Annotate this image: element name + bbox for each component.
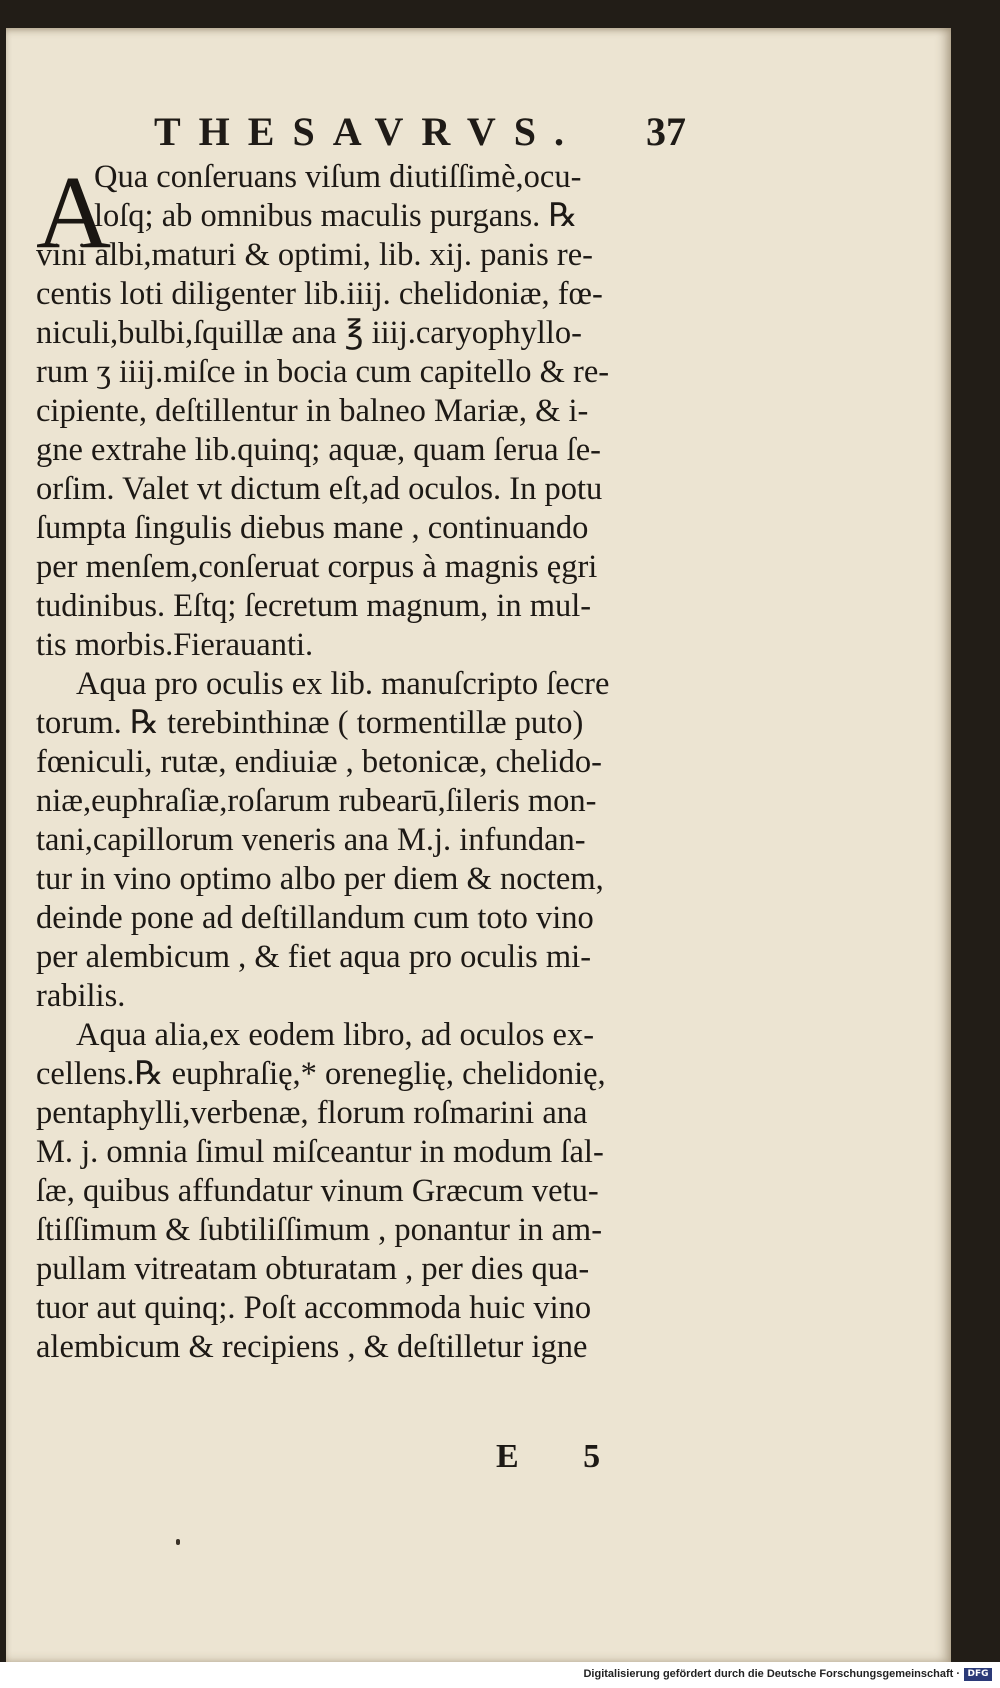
footer-credit: Digitalisierung gefördert durch die Deutsche Forschungsgemeinschaft · [583,1668,960,1680]
text-line: tur in vino optimo albo per diem & noctem, [36,861,604,897]
text-line: centis loti diligenter lib.iiij. chelidoniæ, fœ- [36,276,603,312]
text-line: ſumpta ſingulis diebus mane , continuando [36,510,589,546]
text-line: deinde pone ad deſtillandum cum toto vino [36,900,594,936]
text-line: Aqua pro oculis ex lib. manuſcripto ſecre [76,666,610,702]
text-line: cellens.℞ euphraſię,* oreneglię, chelidonię, [36,1056,606,1092]
text-line: vini albi,maturi & optimi, lib. xij. panis re- [36,237,593,273]
text-line: ſtiſſimum & ſubtiliſſimum , ponantur in am- [36,1212,603,1248]
body-text [36,155,696,1367]
paragraph-3 [36,1016,696,1367]
text-line: niæ,euphraſiæ,roſarum rubearū,ſileris mon- [36,783,597,819]
text-line: torum. ℞ terebinthinæ ( tormentillæ puto) [36,705,584,741]
text-line: ſæ, quibus affundatur vinum Græcum vetu- [36,1173,599,1209]
text-line: fœniculi, rutæ, endiuiæ , betonicæ, chelido- [36,744,602,780]
text-line: tani,capillorum veneris ana M.j. infundan- [36,822,586,858]
text-line: rabilis. [36,978,126,1014]
text-line: Aqua alia,ex eodem libro, ad oculos ex- [76,1017,595,1053]
text-line: Qua conſeruans viſum diutiſſimè,ocu- [94,159,582,195]
text-line: alembicum & recipiens , & deſtilletur igne [36,1329,588,1365]
text-line: cipiente, deſtillentur in balneo Mariæ, & i- [36,393,589,429]
text-line: per alembicum , & fiet aqua pro oculis mi- [36,939,592,975]
text-line: rum ʒ iiij.miſce in bocia cum capitello & re- [36,354,610,390]
digitization-footer [0,1662,1000,1688]
text-line: niculi,bulbi,ſquillæ ana ℥ iiij.caryophyllo- [36,315,582,351]
text-line: pullam vitreatam obturatam , per dies qua- [36,1251,590,1287]
text-line: per menſem,conſeruat corpus à magnis ęgri [36,549,598,585]
signature-mark: E 5 [496,1438,629,1475]
drop-cap: A [36,155,112,270]
dfg-logo-icon: DFG [964,1668,992,1681]
ink-speck [176,1539,180,1545]
text-line: M. j. omnia ſimul miſceantur in modum ſal- [36,1134,604,1170]
running-head: THESAVRVS. [154,109,582,154]
text-line: loſq; ab omnibus maculis purgans. ℞ [94,198,578,234]
text-line: orſim. Valet vt dictum eſt,ad oculos. In potu [36,471,603,507]
text-line: gne extrahe lib.quinq; aquæ, quam ſerua ſe- [36,432,601,468]
text-line: tuor aut quinq;. Poſt accommoda huic vino [36,1290,592,1326]
paragraph-1 [36,155,696,665]
page-number: 37 [646,109,686,154]
paragraph-2 [36,665,696,1016]
text-line: pentaphylli,verbenæ, florum roſmarini ana [36,1095,588,1131]
text-line: tudinibus. Eſtq; ſecretum magnum, in mul- [36,588,592,624]
book-page [6,28,951,1662]
text-line: tis morbis.Fierauanti. [36,627,314,663]
